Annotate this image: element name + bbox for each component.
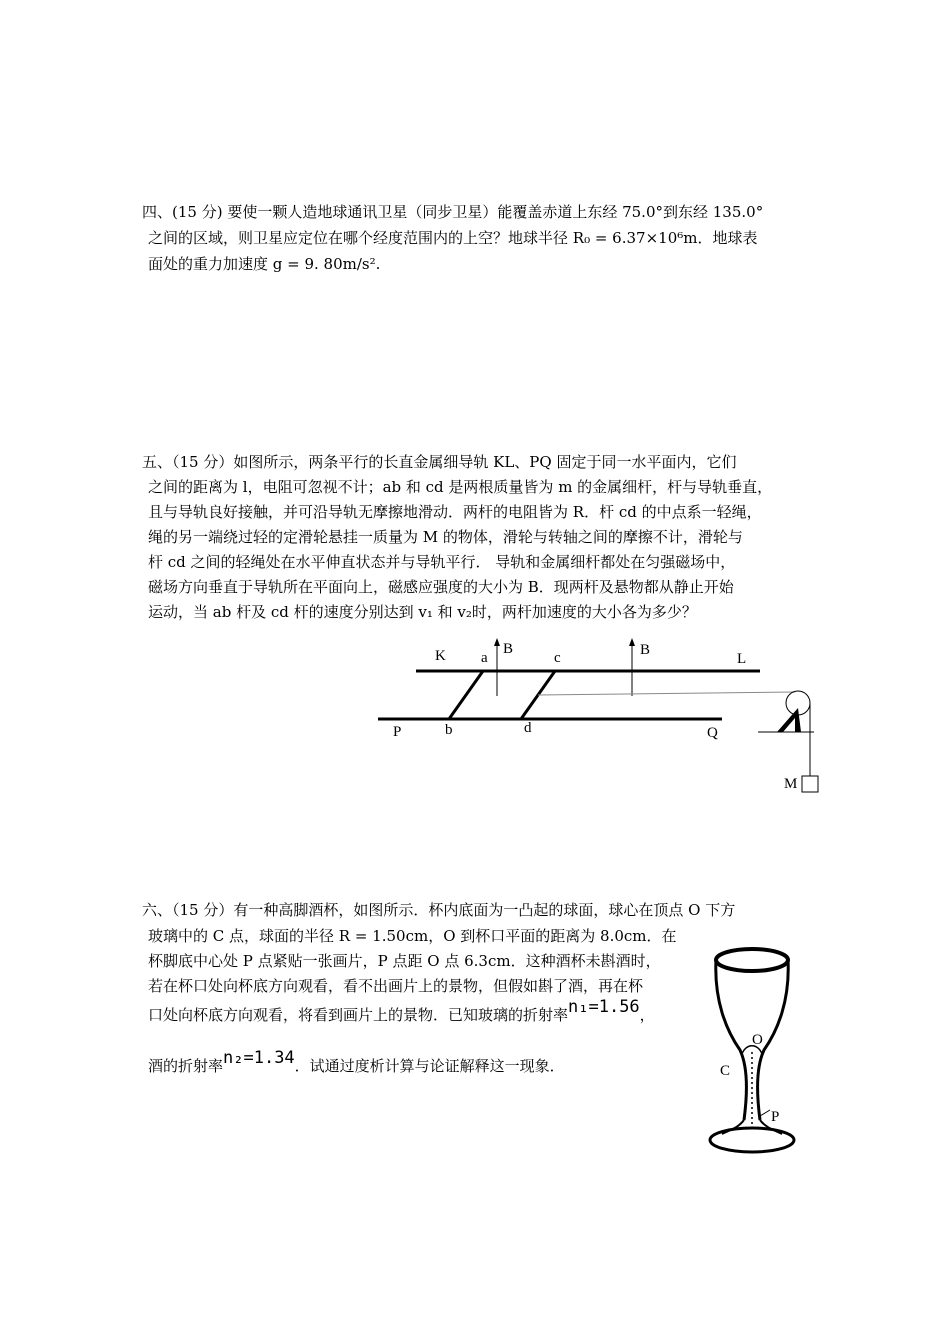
problem-6-line-1: 六、（15 分）有一种高脚酒杯，如图所示．杯内底面为一凸起的球面，球心在顶点 O 下方 xyxy=(142,901,736,919)
label-p-point: P xyxy=(771,1109,780,1125)
wine-glass-figure xyxy=(700,940,810,1160)
rod-ab xyxy=(449,671,483,719)
wine-refractive-index-suffix: ．试通过度析计算与论证解释这一现象． xyxy=(294,1057,565,1075)
label-c: c xyxy=(554,650,561,666)
wine-refractive-index: n₂=1.34 xyxy=(223,1048,295,1068)
glass-refractive-index-suffix: ， xyxy=(639,1006,655,1024)
problem-5-line-3: 且与导轨良好接触，并可沿导轨无摩擦地滑动．两杆的电阻皆为 R．杆 cd 的中点系一轻绳， xyxy=(148,503,762,521)
label-c-center: C xyxy=(720,1063,731,1079)
string-horizontal xyxy=(538,692,795,695)
hanging-mass xyxy=(802,776,818,792)
problem-5-line-1: 五、（15 分）如图所示，两条平行的长直金属细导轨 KL、PQ 固定于同一水平面内，它们 xyxy=(142,453,737,471)
problem-5-line-4: 绳的另一端绕过轻的定滑轮悬挂一质量为 M 的物体，滑轮与转轴之间的摩擦不计，滑轮与 xyxy=(148,528,743,546)
problem-6-line-4: 若在杯口处向杯底方向观看，看不出画片上的景物，但假如斟了酒，再在杯 xyxy=(148,977,644,995)
glass-base xyxy=(710,1128,794,1152)
problem-5-line-6: 磁场方向垂直于导轨所在平面向上，磁感应强度的大小为 B．现两杆及悬物都从静止开始 xyxy=(148,578,734,596)
label-q: Q xyxy=(707,725,718,741)
label-o: O xyxy=(752,1032,763,1048)
problem-6-line-6 xyxy=(148,1048,565,1076)
label-b-end: b xyxy=(445,722,453,738)
problem-6-line-2: 玻璃中的 C 点，球面的半径 R = 1.50cm，O 到杯口平面的距离为 8.0cm．在 xyxy=(148,927,677,945)
problem-5-line-2: 之间的距离为 l，电阻可忽视不计；ab 和 cd 是两根质量皆为 m 的金属细杆，杆与导轨垂直， xyxy=(148,478,773,496)
problem-6-line-5 xyxy=(148,997,655,1025)
problem-5-line-7: 运动，当 ab 杆及 cd 杆的速度分别达到 v₁ 和 v₂时，两杆加速度的大小各为多少？ xyxy=(148,603,697,621)
problem-6-line-6-text: 酒的折射率 xyxy=(148,1057,224,1075)
label-l: L xyxy=(737,651,747,667)
problem-4-line-2: 之间的区域，则卫星应定位在哪个经度范围内的上空？地球半径 R₀ = 6.37×10⁶m．地球表 xyxy=(148,229,758,247)
label-d: d xyxy=(524,720,532,736)
glass-left-wall xyxy=(716,960,747,1120)
label-a: a xyxy=(481,650,488,666)
problem-4-line-3: 面处的重力加速度 g = 9. 80m/s². xyxy=(148,255,381,273)
problem-5-line-5: 杆 cd 之间的轻绳处在水平伸直状态并与导轨平行． 导轨和金属细杆都处在匀强磁场中， xyxy=(148,553,736,571)
label-k: K xyxy=(435,648,446,664)
glass-rim xyxy=(716,949,788,971)
label-m: M xyxy=(784,776,798,792)
problem-4-line-1: 四、(15 分) 要使一颗人造地球通讯卫星（同步卫星）能覆盖赤道上东经 75.0°到东经 135.0° xyxy=(142,203,764,221)
glass-refractive-index: n₁=1.56 xyxy=(568,997,640,1017)
label-p: P xyxy=(393,724,402,740)
problem-6-line-5-text: 口处向杯底方向观看，将看到画片上的景物．已知玻璃的折射率 xyxy=(148,1006,569,1024)
label-b-field-1: B xyxy=(503,641,514,657)
problem-6-line-3: 杯脚底中心处 P 点紧贴一张画片，P 点距 O 点 6.3cm．这种酒杯未斟酒时， xyxy=(148,952,661,970)
label-b-field-2: B xyxy=(640,642,651,658)
